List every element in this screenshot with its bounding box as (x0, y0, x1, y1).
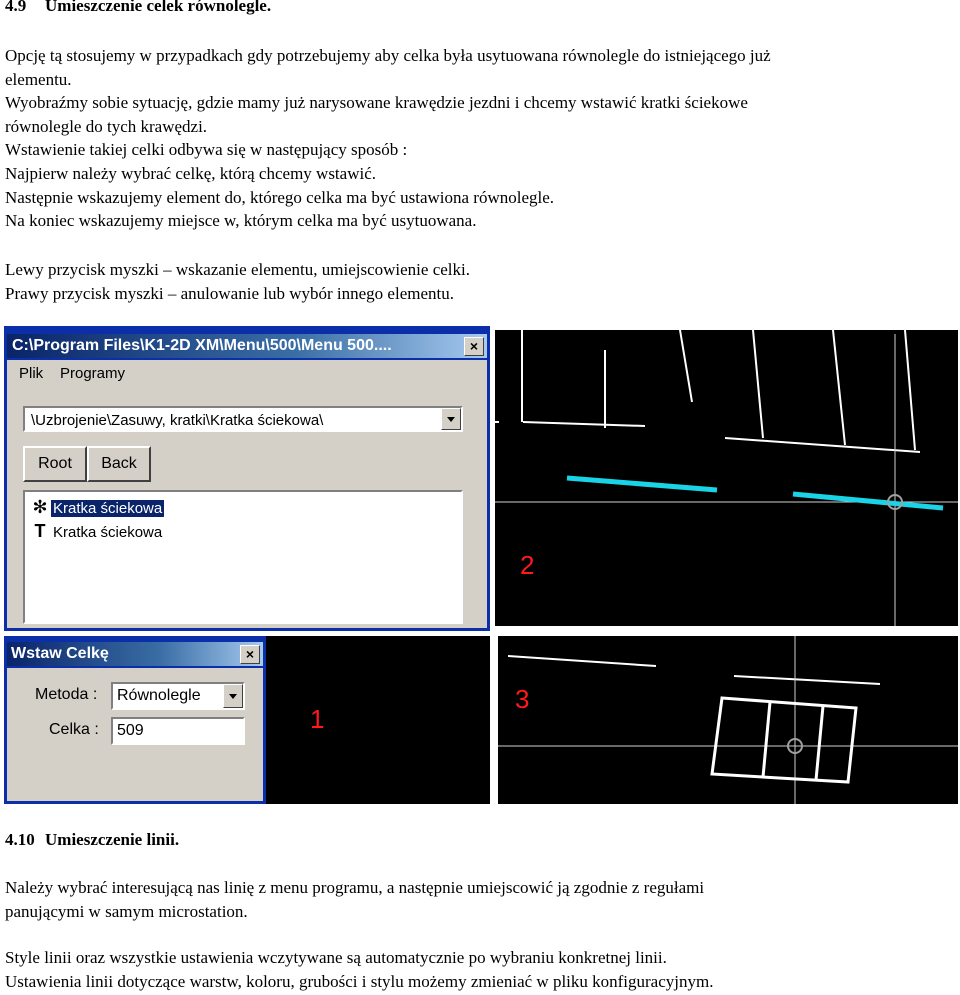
method-label: Metoda : (35, 686, 98, 703)
insert-cell-title: Wstaw Celkę (11, 645, 109, 662)
cad-line (508, 656, 656, 666)
cell-number-value: 509 (117, 722, 144, 739)
list-item-label: Kratka ściekowa (53, 524, 163, 541)
section-heading-4-9 (5, 0, 271, 16)
back-button[interactable]: Back (87, 446, 151, 482)
text-line: Ustawienia linii dotyczące warstw, koloru, grubości i stylu możemy zmieniać w pliku konfiguracyjnym. (5, 971, 714, 991)
cad-canvas-step-3 (498, 636, 958, 804)
method-value: Równolegle (117, 687, 201, 704)
chevron-down-icon[interactable] (223, 684, 243, 708)
text-line: Następnie wskazujemy element do, którego celka ma być ustawiona równolegle. (5, 187, 555, 207)
section-title: Umieszczenie linii. (45, 830, 180, 849)
chevron-down-icon[interactable] (441, 408, 461, 430)
menu-item-programy[interactable]: Programy (60, 365, 126, 382)
text-line: Najpierw należy wybrać celkę, którą chcemy wstawić. (5, 163, 376, 183)
text-line: Prawy przycisk myszki – anulowanie lub wybór innego elementu. (5, 283, 454, 303)
placed-cell-divider (816, 706, 823, 780)
cell-listbox[interactable] (23, 490, 463, 624)
text-line: Lewy przycisk myszki – wskazanie elementu, umiejscowienie celki. (5, 260, 470, 279)
text-line: Opcję tą stosujemy w przypadkach gdy potrzebujemy aby celka była usytuowana równolegle do istniejącego już (5, 46, 771, 65)
intro-paragraph (5, 44, 955, 233)
text-symbol-icon: T (34, 521, 46, 541)
text-line: Należy wybrać interesującą nas linię z menu programu, a następnie umiejscowić ją zgodnie z regułami (5, 878, 705, 897)
insert-cell-titlebar[interactable] (7, 642, 263, 666)
highlighted-cell-edge (793, 494, 943, 508)
step-label-1: 1 (310, 704, 325, 734)
cad-view-step-2 (495, 330, 958, 626)
cell-label: Celka : (49, 721, 99, 738)
cad-line (680, 330, 692, 402)
placed-cell-divider (763, 702, 770, 777)
menu-dialog-body (7, 360, 487, 628)
section-heading-4-10 (5, 830, 179, 850)
mouse-instructions (5, 258, 955, 305)
insert-cell-body (7, 668, 263, 801)
text-line: elementu. (5, 69, 72, 89)
root-button[interactable]: Root (23, 446, 87, 482)
cad-line (523, 422, 645, 426)
section-number: 4.9 (5, 0, 27, 15)
cad-canvas-step-1 (266, 636, 490, 804)
text-line: panującymi w samym microstation. (5, 901, 248, 921)
text-line: Wyobraźmy sobie sytuację, gdzie mamy już narysowane krawędzie jezdni i chcemy wstawić kratki ściekowe (5, 93, 748, 113)
menu-bar (7, 360, 487, 388)
section-title: Umieszczenie celek równolegle. (45, 0, 272, 15)
section-number: 4.10 (5, 830, 35, 849)
cad-line (734, 676, 880, 684)
path-combobox[interactable] (23, 406, 463, 432)
cad-canvas-step-2 (495, 330, 958, 626)
close-icon[interactable]: × (464, 337, 484, 356)
close-icon[interactable]: × (240, 645, 260, 664)
cell-number-input[interactable] (111, 717, 245, 745)
method-select[interactable] (111, 682, 245, 710)
text-line: równolegle do tych krawędzi. (5, 116, 208, 136)
cad-line (725, 438, 920, 452)
line-placement-paragraph (5, 876, 955, 923)
step-label-3: 3 (515, 684, 530, 714)
line-settings-paragraph (5, 946, 955, 993)
illustration-figure (0, 326, 960, 804)
placed-cell-frame (712, 698, 856, 782)
insert-cell-dialog (4, 636, 266, 804)
cad-view-step-3 (498, 636, 958, 804)
path-value: \Uzbrojenie\Zasuwy, kratki\Kratka ściekowa\ (31, 412, 324, 429)
menu-dialog-title: C:\Program Files\K1-2D XM\Menu\500\Menu 500.... (12, 337, 392, 354)
list-item[interactable] (29, 496, 164, 518)
step-label-2: 2 (520, 550, 535, 580)
text-line: Na koniec wskazujemy miejsce w, którym celka ma być usytuowana. (5, 211, 477, 231)
cell-symbol-icon: ✻ (32, 497, 48, 517)
highlighted-cell-edge (567, 478, 717, 490)
text-line: Wstawienie takiej celki odbywa się w następujący sposób : (5, 140, 408, 160)
list-item[interactable] (29, 520, 164, 542)
list-item-label: Kratka ściekowa (53, 500, 163, 517)
cad-view-step-1 (266, 636, 490, 804)
cad-line (833, 330, 845, 445)
menu-item-plik[interactable]: Plik (19, 365, 44, 382)
menu-dialog-window (4, 326, 490, 631)
cad-line (753, 330, 763, 438)
menu-dialog-titlebar[interactable] (7, 334, 487, 358)
cad-line (905, 330, 915, 450)
text-line: Style linii oraz wszystkie ustawienia wczytywane są automatycznie po wybraniu konkretnej linii. (5, 948, 667, 967)
